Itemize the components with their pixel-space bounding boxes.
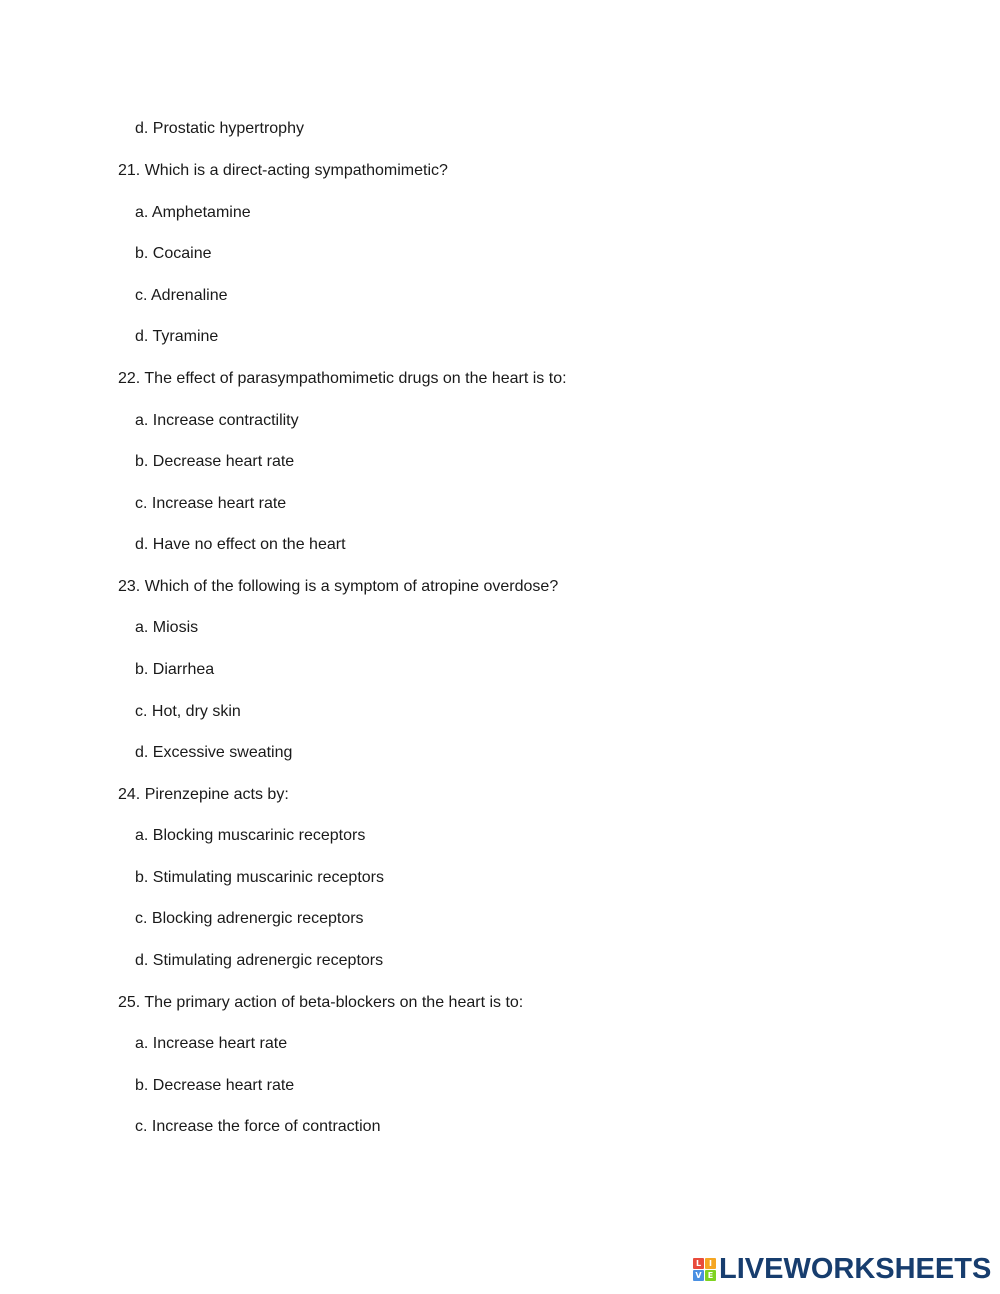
answer-option: b. Cocaine xyxy=(135,245,212,262)
answer-option: d. Tyramine xyxy=(135,328,219,345)
question-text: 25. The primary action of beta-blockers on the heart is to: xyxy=(118,994,524,1011)
logo-mark-letter: V xyxy=(693,1270,704,1281)
answer-option: a. Blocking muscarinic receptors xyxy=(135,827,366,844)
answer-option: a. Increase heart rate xyxy=(135,1035,288,1052)
answer-option: c. Blocking adrenergic receptors xyxy=(135,910,364,927)
logo-mark-letter: L xyxy=(693,1258,704,1269)
answer-option: d. Have no effect on the heart xyxy=(135,536,346,553)
answer-option: d. Prostatic hypertrophy xyxy=(135,120,304,137)
answer-option: a. Increase contractility xyxy=(135,412,299,429)
answer-option: a. Amphetamine xyxy=(135,204,251,221)
answer-option: b. Stimulating muscarinic receptors xyxy=(135,869,384,886)
question-text: 23. Which of the following is a symptom of atropine overdose? xyxy=(118,578,559,595)
answer-option: c. Increase heart rate xyxy=(135,495,287,512)
question-text: 21. Which is a direct-acting sympathomimetic? xyxy=(118,162,448,179)
answer-option: c. Hot, dry skin xyxy=(135,703,241,720)
answer-option: b. Decrease heart rate xyxy=(135,453,295,470)
logo-mark-icon xyxy=(693,1258,716,1281)
answer-option: c. Adrenaline xyxy=(135,287,228,304)
question-text: 24. Pirenzepine acts by: xyxy=(118,786,289,803)
answer-option: a. Miosis xyxy=(135,619,199,636)
answer-option: c. Increase the force of contraction xyxy=(135,1118,381,1135)
question-text: 22. The effect of parasympathomimetic drugs on the heart is to: xyxy=(118,370,567,387)
logo-text: LIVEWORKSHEETS xyxy=(719,1253,992,1285)
liveworksheets-logo[interactable] xyxy=(693,1254,991,1284)
answer-option: b. Decrease heart rate xyxy=(135,1077,295,1094)
logo-mark-letter: E xyxy=(705,1270,716,1281)
answer-option: d. Excessive sweating xyxy=(135,744,293,761)
logo-mark-letter: I xyxy=(705,1258,716,1269)
answer-option: b. Diarrhea xyxy=(135,661,215,678)
answer-option: d. Stimulating adrenergic receptors xyxy=(135,952,384,969)
